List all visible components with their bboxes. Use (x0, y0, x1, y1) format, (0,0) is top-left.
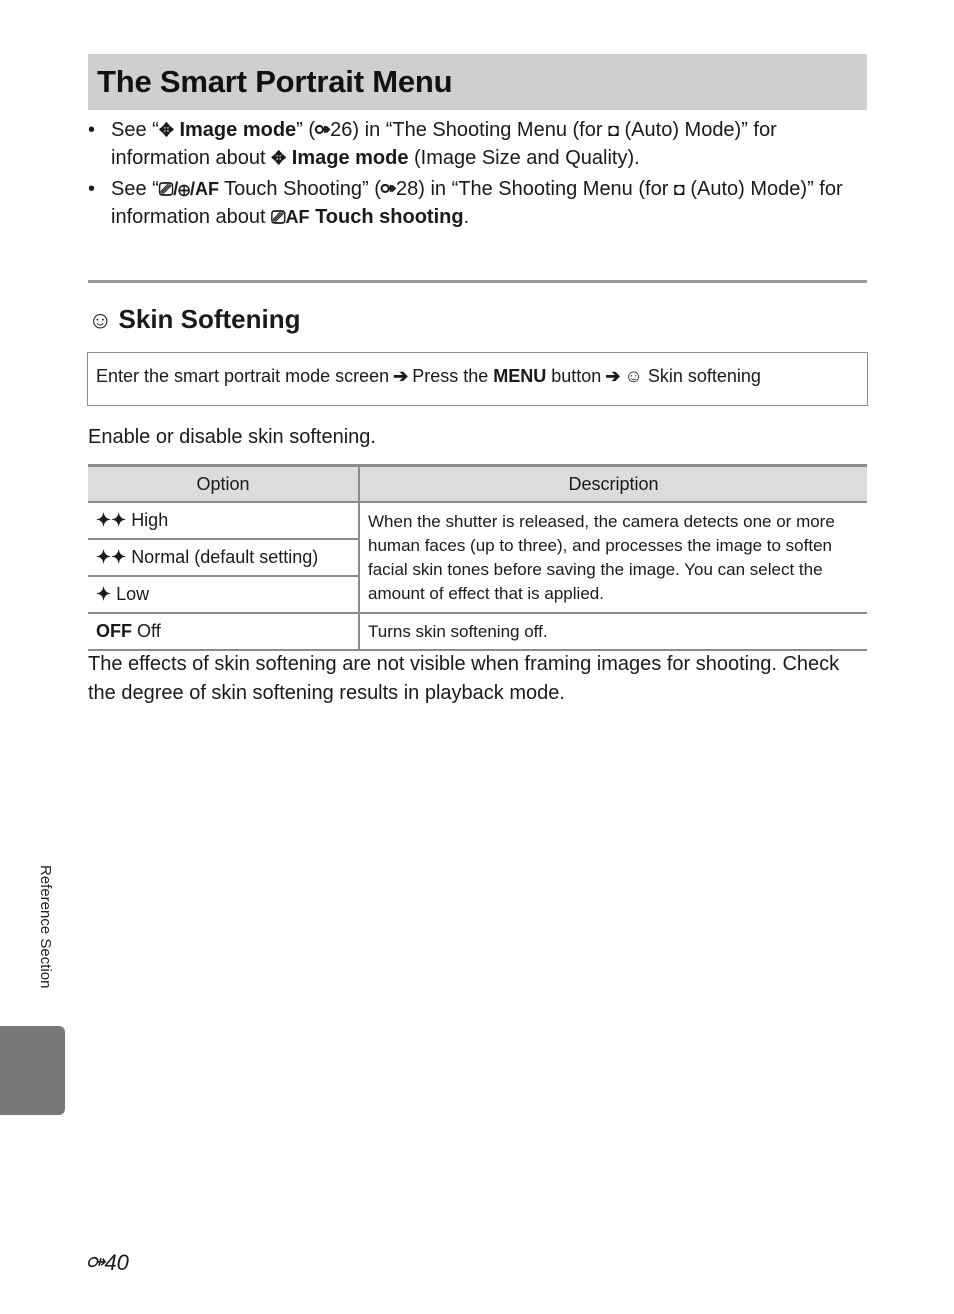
page-title: The Smart Portrait Menu (97, 64, 453, 99)
off-icon: OFF (96, 621, 132, 641)
section-tab (0, 1026, 65, 1115)
sparkle-high-icon: ✦✦ (96, 510, 127, 530)
image-mode-link[interactable]: Image mode (179, 119, 297, 141)
shared-description: When the shutter is released, the camera detects one or more human faces (up to three), and processes the image to soften facial skin tones before saving the image. You can select the amount of effect that is applied. (359, 502, 867, 613)
section-title: ☺ Skin Softening (88, 304, 301, 334)
page-title-bar (88, 54, 867, 110)
option-off: OFF Off (88, 613, 359, 650)
bullet-list (88, 116, 878, 234)
menu-path-box: Enter the smart portrait mode screen ➔ Press the MENU button ➔ ☺ Skin softening (87, 352, 868, 406)
table-row (88, 613, 867, 650)
intro-text: Enable or disable skin softening. (88, 426, 376, 448)
sparkle-normal-icon: ✦✦ (96, 547, 127, 567)
footnote-text: The effects of skin softening are not visible when framing images for shooting. Check the degree of skin softening results in playback mode. (88, 653, 840, 704)
bullet-touch-shooting: • See “⎚/⊕/AF Touch Shooting” (⚩28) in “The Shooting Menu (for ◘ (Auto) Mode)” for information about ⎚AF Touch shooting. (88, 178, 843, 228)
option-normal: ✦✦ Normal (default setting) (88, 539, 359, 576)
off-description: Turns skin softening off. (359, 613, 867, 650)
camera-auto-icon: ◘ (608, 120, 619, 140)
reference-section-icon: ⚩ (380, 179, 396, 199)
skin-softening-icon: ☺ (88, 307, 113, 334)
menu-button-glyph: MENU (493, 366, 547, 386)
option-high: ✦✦ High (88, 502, 359, 539)
camera-auto-icon: ◘ (673, 179, 685, 199)
arrow-icon: ➔ (605, 366, 621, 386)
touch-shooting-icon: ⎚AF (271, 207, 310, 227)
skin-softening-icon: ☺ (624, 366, 643, 386)
side-section-label: Reference Section (37, 865, 54, 989)
header-option: Option (88, 466, 359, 503)
touch-shooting-icons: ⎚/⊕/AF (158, 179, 219, 199)
section-divider (88, 280, 867, 283)
image-mode-icon: ✥ (158, 120, 174, 140)
options-table (88, 464, 867, 651)
reference-section-icon: ⚩ (86, 1250, 105, 1275)
image-mode-icon: ✥ (271, 148, 287, 168)
page-number: ⚩40 (86, 1250, 129, 1275)
sparkle-low-icon: ✦ (96, 584, 112, 604)
touch-shooting-link[interactable]: Touch shooting (315, 206, 464, 228)
table-row (88, 502, 867, 539)
header-description: Description (359, 466, 867, 503)
reference-section-icon: ⚩ (315, 120, 331, 140)
bullet-image-mode: • See “✥ Image mode” (⚩26) in “The Shooting Menu (for ◘ (Auto) Mode)” for information about ✥ Image mode (Image Size and Quality). (88, 119, 777, 169)
option-low: ✦ Low (88, 576, 359, 613)
arrow-icon: ➔ (393, 366, 409, 386)
